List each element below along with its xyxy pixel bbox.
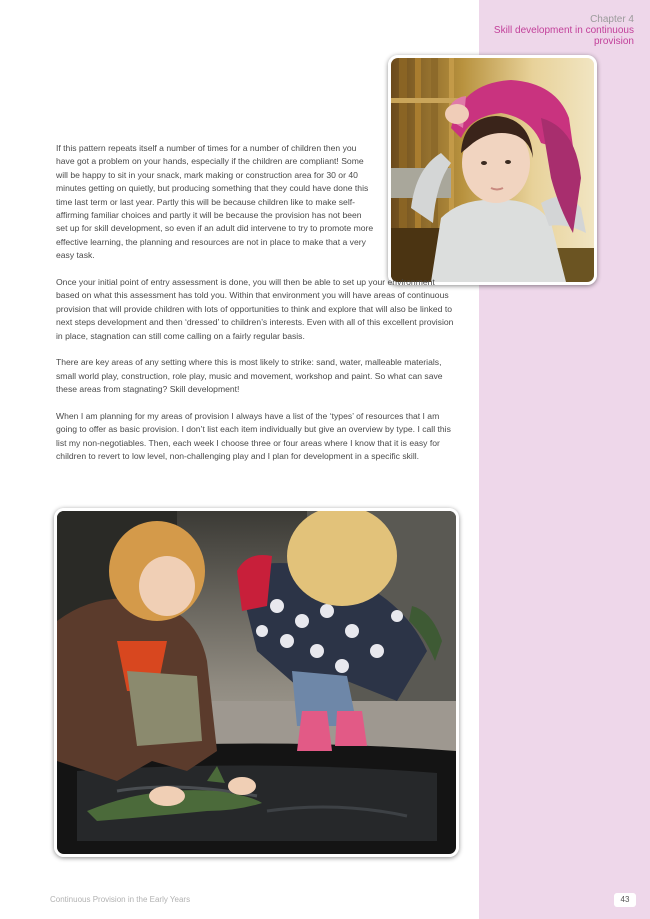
photo-children-water-play-illustration — [57, 511, 456, 854]
paragraph: If this pattern repeats itself a number of times for a number of children then you have got a problem on your hands, especially if the children are compliant! Some will be happy to sit in your snack, mark making or construction area for 30 or 40 minutes getting on quietly, but producing something that they could have done this time last term or last year. Partly this will be because children like to make self-affirming familiar choices and partly it will be because the provision has not been set up for skill development, so even if an adult did intervene to try to promote more effective learning, the planning and resources are not in place to make that a very easy task. — [56, 143, 374, 261]
page-number: 43 — [614, 893, 636, 907]
paragraph: When I am planning for my areas of provision I always have a list of the ‘types’ of resources that I am going to offer as basic provision. I don’t list each item individually but give an overview by type. I call this list my non-negotiables. Then, each week I choose three or four areas where I know that it is easy for children to revert to low level, non-challenging play and I plan for development in a specific skill. — [56, 411, 451, 462]
paragraph: There are key areas of any setting where this is most likely to strike: sand, water, malleable materials, small world play, construction, role play, music and movement, workshop and paint. So what can save these areas from stagnating? Skill development! — [56, 357, 443, 395]
chapter-label: Chapter 4 — [590, 14, 634, 25]
paragraph: Once your initial point of entry assessment is done, you will then be able to set up your environment based on what this assessment has told you. Within that environment you will have areas of continuous provision that will provide children with lots of opportunities to think and explore that will also be linked to next steps development and then ‘dressed’ to children’s interests. Even with all of this excellent provision in place, stagnation can still come calling on a fairly regular basis. — [56, 277, 454, 341]
chapter-title: Skill development in continuous provision — [493, 25, 634, 47]
body-text — [56, 142, 458, 477]
footer-book-title: Continuous Provision in the Early Years — [50, 895, 191, 904]
photo-children-water-play — [54, 508, 459, 857]
